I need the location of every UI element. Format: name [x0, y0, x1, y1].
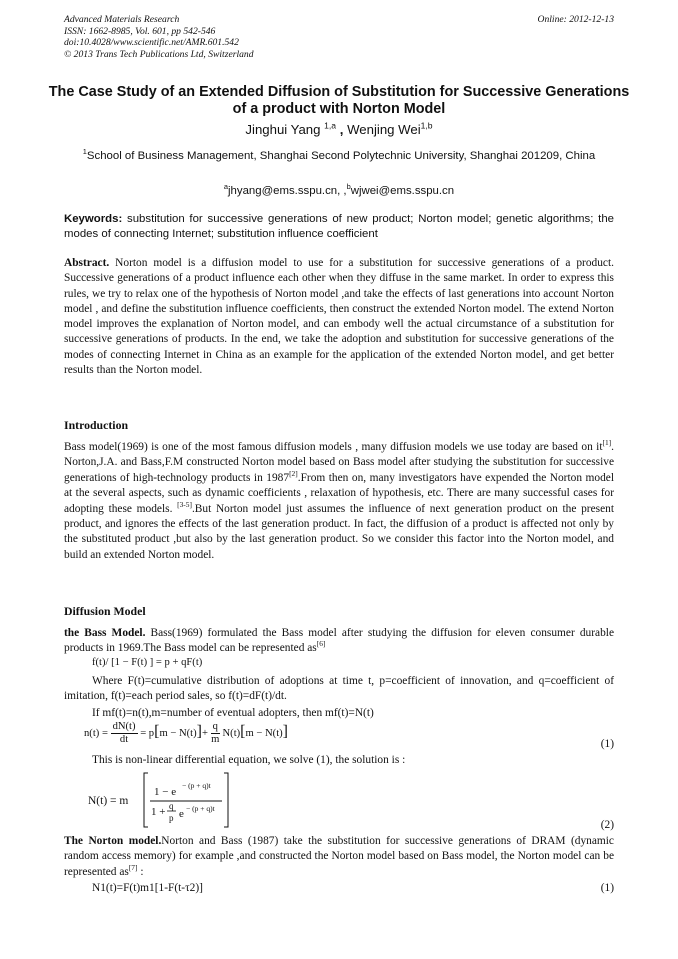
equation-number: (2) [600, 819, 614, 831]
equation-2-graphic [88, 771, 238, 829]
email-a[interactable]: jhyang@ems.sspu.cn, [228, 185, 341, 197]
svg-text:− (p + q)t: − (p + q)t [182, 781, 211, 790]
paper-title: The Case Study of an Extended Diffusion of Substitution for Successive Generations of a product with Norton Model [48, 84, 630, 117]
online-date: Online: 2012-12-13 [537, 14, 614, 25]
if-paragraph: If mf(t)=n(t),m=number of eventual adopters, then mf(t)=N(t) [92, 707, 374, 719]
svg-text:N(t) = m: N(t) = m [88, 795, 129, 807]
email-sup: b [346, 182, 351, 192]
affiliation-sup: 1 [82, 147, 87, 157]
equation-2 [88, 771, 238, 832]
svg-text:− (p + q)t: − (p + q)t [186, 804, 215, 813]
eq1-rhs-part2: N(t)[m − N(t)] [222, 722, 288, 740]
svg-text:e: e [179, 808, 184, 820]
author-separator: , [336, 122, 348, 137]
citation: [3-5] [177, 499, 192, 509]
nonlinear-paragraph: This is non-linear differential equation, we solve (1), the solution is : [92, 754, 406, 766]
norton-model-label: The Norton model. [64, 835, 162, 847]
equation-number: (1) [600, 738, 614, 750]
norton-model-paragraph [64, 834, 614, 880]
equation-bass-hazard: f(t)/ [1 − F(t) ] = p + qF(t) [92, 657, 203, 668]
abstract [64, 256, 614, 378]
citation: [7] [128, 862, 138, 872]
equation-number: (1) [600, 882, 614, 894]
email-line [64, 182, 614, 197]
norton-model-text: Norton and Bass (1987) take the substitution for successive generations of DRAM (dynamic random access memory) for example ,and constructed the Norton model based on Bass model, the Norton model can be represented as [64, 835, 614, 878]
affiliation [64, 149, 614, 164]
keywords-label: Keywords: [64, 213, 123, 225]
eq1-fraction-q-m: $\frac{q}{m}$ [211, 721, 220, 745]
doi-line: doi:10.4028/www.scientific.net/AMR.601.542 [64, 37, 239, 48]
eq1-fraction-dN-dt: $\frac{dN(t)}{dt}$ [112, 721, 136, 745]
author-sup: 1,b [420, 120, 433, 131]
citation: [6] [316, 639, 326, 649]
email-sup: a [223, 182, 229, 192]
intro-text-3: .From then on, many investigators have expended the Norton model at the several aspects, such as dynamic coefficients , relaxation of hypothesis, etc. There are many successful cases for adopting these models. [64, 471, 615, 515]
author-name: Jinghui Yang [245, 122, 321, 137]
section-heading-introduction: Introduction [64, 418, 129, 432]
svg-text:1 − e: 1 − e [154, 786, 177, 798]
bass-model-label: the Bass Model. [64, 627, 146, 639]
abstract-label: Abstract. [64, 257, 110, 269]
author-sup: 1,a [324, 120, 337, 131]
issn-line: ISSN: 1662-8985, Vol. 601, pp 542-546 [64, 25, 216, 37]
bass-model-paragraph [64, 626, 614, 657]
svg-text:1 +: 1 + [151, 806, 166, 818]
where-paragraph: Where F(t)=cumulative distribution of adoptions at time t, p=coefficient of innovation, and q=coefficient of imitation, f(t)=each period sales, so f(t)=dF(t)/dt. [64, 675, 614, 703]
equation-norton: N1(t)=F(t)m1[1-F(t-τ2)] [92, 882, 203, 894]
author-name: Wenjing Wei [347, 122, 421, 137]
keywords-text: substitution for successive generations of new product; Norton model; genetic algorithms; the modes of connecting Internet; substitution influence coefficient [64, 213, 614, 240]
bass-model-text: Bass(1969) formulated the Bass model after studying the diffusion for eleven consumer durable products in 1969.The Bass model can be represented as [64, 627, 615, 655]
keywords [64, 212, 614, 241]
eq1-lhs: n(t) = [84, 727, 111, 739]
norton-colon: : [137, 865, 144, 878]
affiliation-text: School of Business Management, Shanghai Second Polytechnic University, Shanghai 201209, China [86, 150, 596, 162]
email-b[interactable]: wjwei@ems.sspu.cn [350, 185, 455, 197]
citation: [2] [289, 469, 298, 479]
journal-name: Advanced Materials Research [64, 14, 180, 25]
email-separator: , [340, 185, 347, 197]
equation-1 [84, 721, 288, 746]
abstract-text: Norton model is a diffusion model to use for a substitution for successive generations of a product. Successive generations of a product influence each other when they diffuse in the same market. In order to express this rules, we try to relax one of the hypothesis of Norton model ,and take the effects of last generations into account Norton model , and define the substitution influence coefficients, then construct the extended Norton model. The extend Norton model improves the explanation of Norton model, and can embody well the actual circumstance of a substitution for successive generations of products. In the end, we take the adoption and substitution for successive generations of the modes of connecting Internet in China as an example for the application of the extended Norton model, and get better results than the Norton model. [64, 257, 614, 377]
eq1-rhs-part1: = p[m − N(t)]+ [140, 722, 211, 740]
section-heading-diffusion-model: Diffusion Model [64, 604, 146, 618]
svg-text:p: p [169, 813, 174, 823]
authors-line [40, 122, 638, 137]
citation: [1] [602, 438, 612, 448]
introduction-text [64, 440, 614, 563]
copyright-line: © 2013 Trans Tech Publications Ltd, Switzerland [64, 48, 254, 60]
journal-header [64, 14, 444, 60]
intro-text-4: .But Norton model just assumes the influence of next generation product on the present product, and ignores the effects of the last generation product. In fact, the diffusion of a product is affected not only by the substituted product ,but also by the last generation product. So we consider this factor into the Norton model, and build an extended Norton model. [64, 502, 614, 561]
intro-text-1: Bass model(1969) is one of the most famous diffusion models , many diffusion models we use today are based on it [64, 441, 603, 453]
svg-text:q: q [169, 801, 174, 811]
intro-text-2: . Norton,J.A. and Bass,F.M constructed Norton model based on Bass model after studying the substitution for successive generations of high-technology products in 1987 [64, 441, 614, 484]
